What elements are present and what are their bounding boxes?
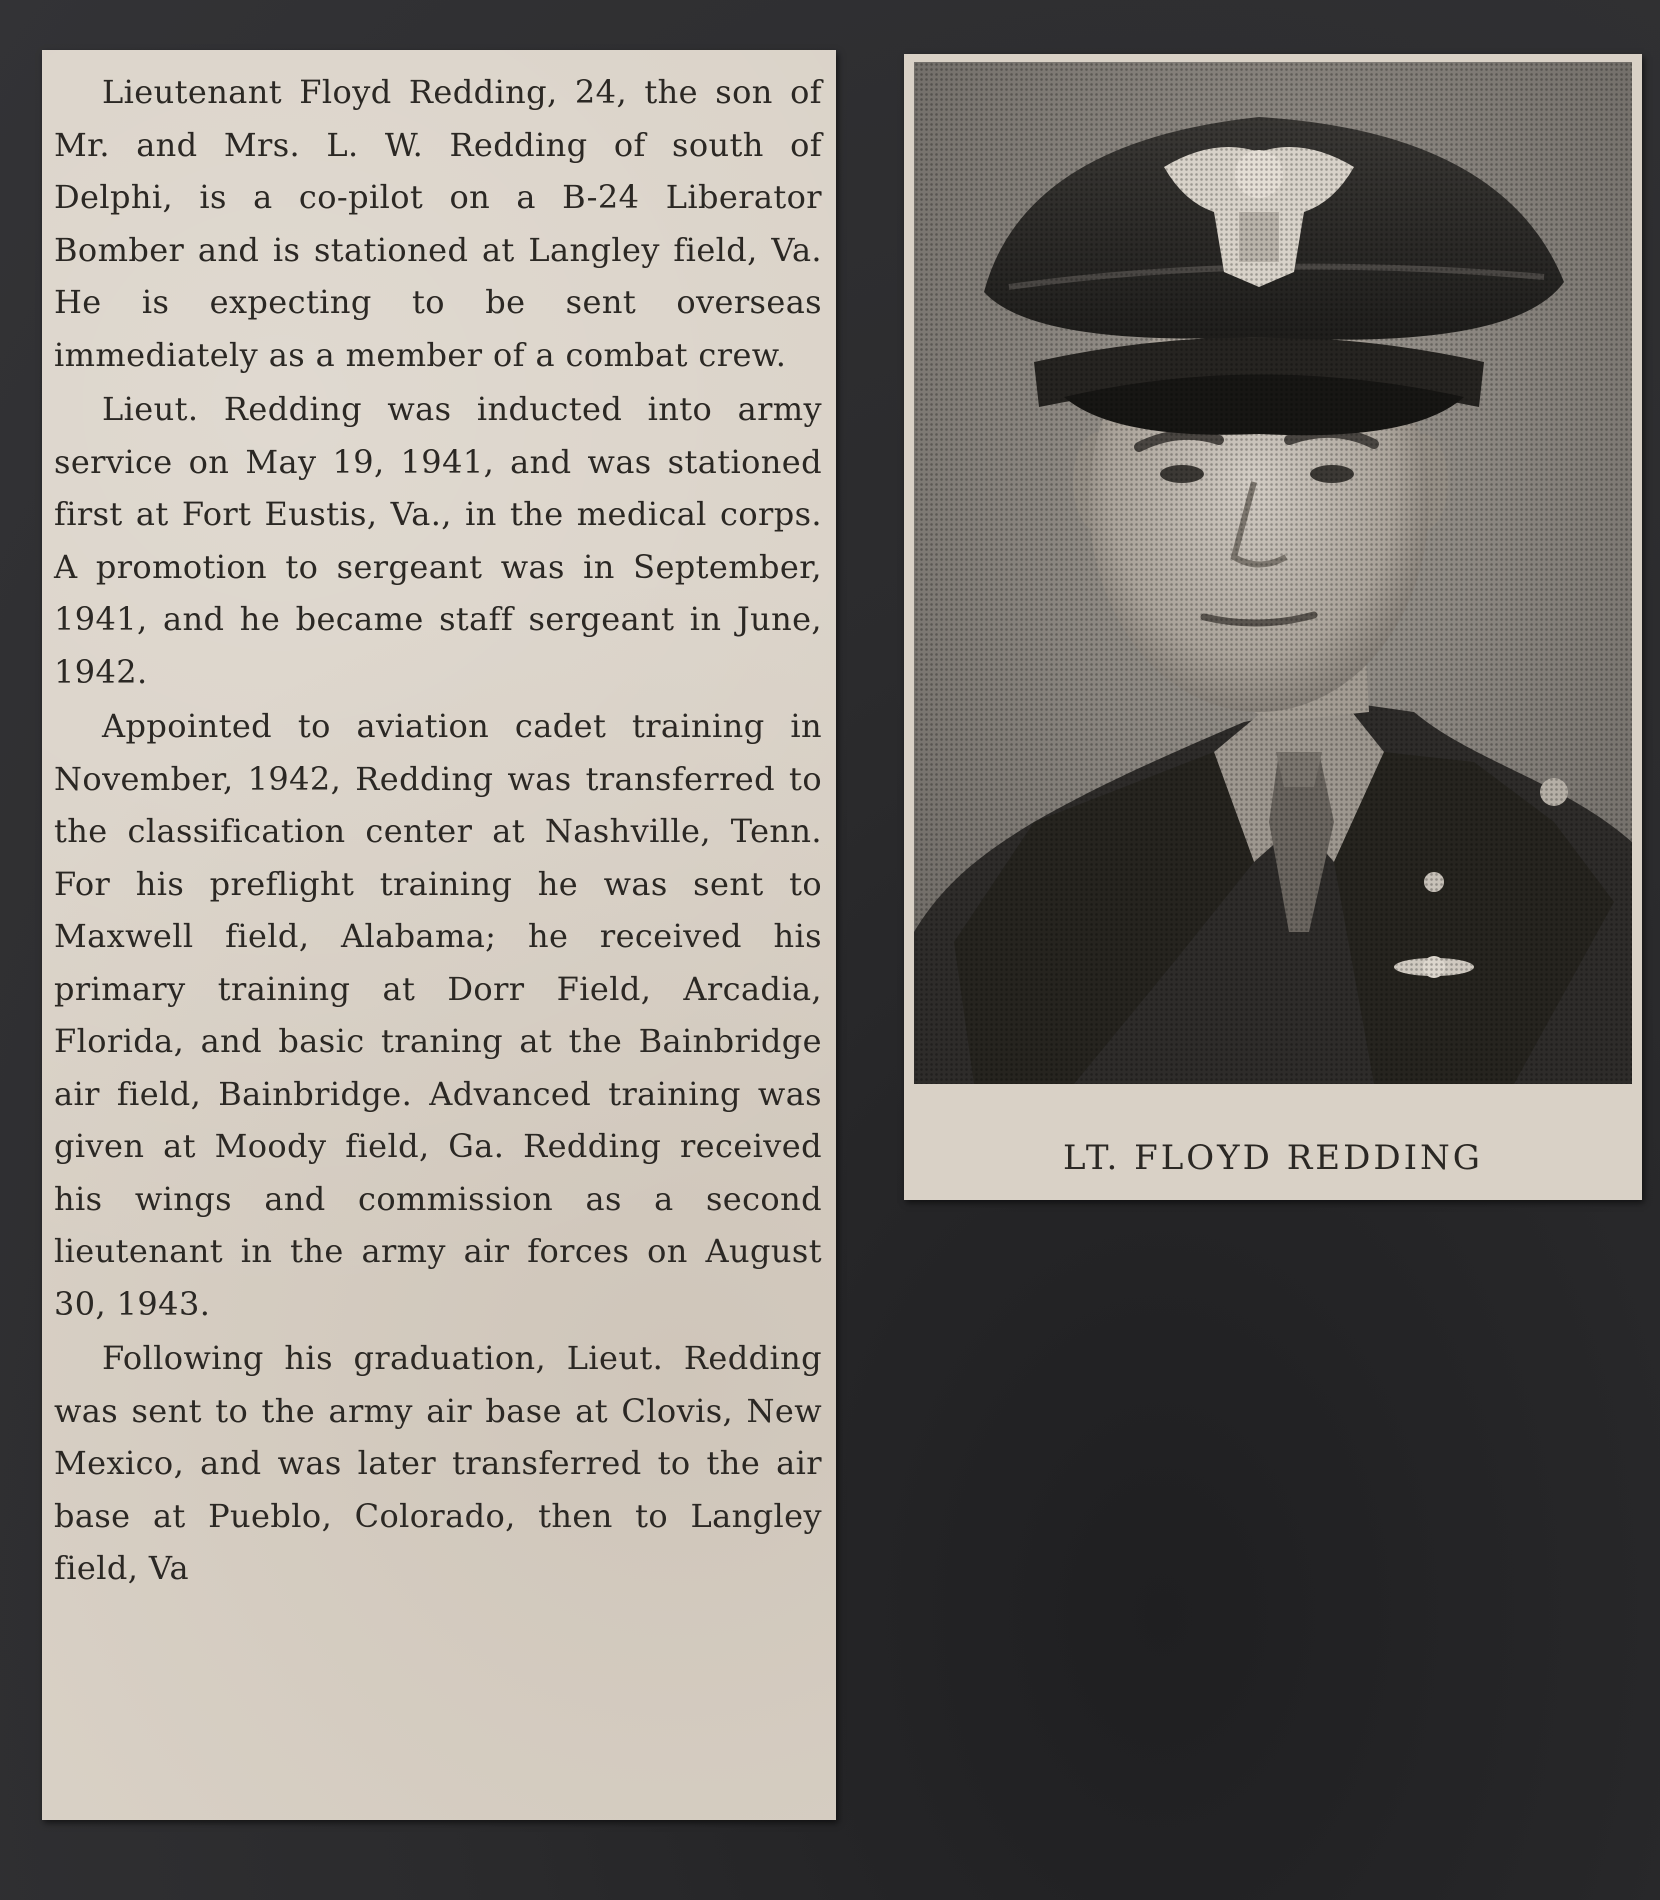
article-clipping — [42, 50, 836, 1820]
article-body — [54, 66, 822, 1595]
portrait-photo — [914, 62, 1632, 1084]
article-paragraph-3: Appointed to aviation cadet training in November, 1942, Redding was transferred to the classification center at Nashville, Tenn. For his preflight training he was sent to Maxwell field, Alabama; he received his primary training at Dorr Field, Arcadia, Florida, and basic traning at the Bainbridge air field, Bainbridge. Advanced training was given at Moody field, Ga. Redding received his wings and commission as a second lieutenant in the army air forces on August 30, 1943. — [54, 707, 822, 1323]
article-paragraph-2: Lieut. Redding was inducted into army service on May 19, 1941, and was stationed first at Fort Eustis, Va., in the medical corps. A promotion to sergeant was in September, 1941, and he became staff sergeant in June, 1942. — [54, 390, 822, 691]
photo-caption: LT. FLOYD REDDING — [1063, 1138, 1483, 1178]
article-paragraph-1: Lieutenant Floyd Redding, 24, the son of Mr. and Mrs. L. W. Redding of south of Delphi, is a co-pilot on a B-24 Liberator Bomber and is stationed at Langley field, Va. He is expecting to be sent overseas immediately as a member of a combat crew. — [54, 73, 822, 374]
article-paragraph-4: Following his graduation, Lieut. Redding was sent to the army air base at Clovis, New Mexico, and was later transferred to the air base at Pueblo, Colorado, then to Langley field, Va — [54, 1339, 822, 1587]
portrait-illustration — [914, 62, 1632, 1084]
photo-clipping — [904, 54, 1642, 1200]
